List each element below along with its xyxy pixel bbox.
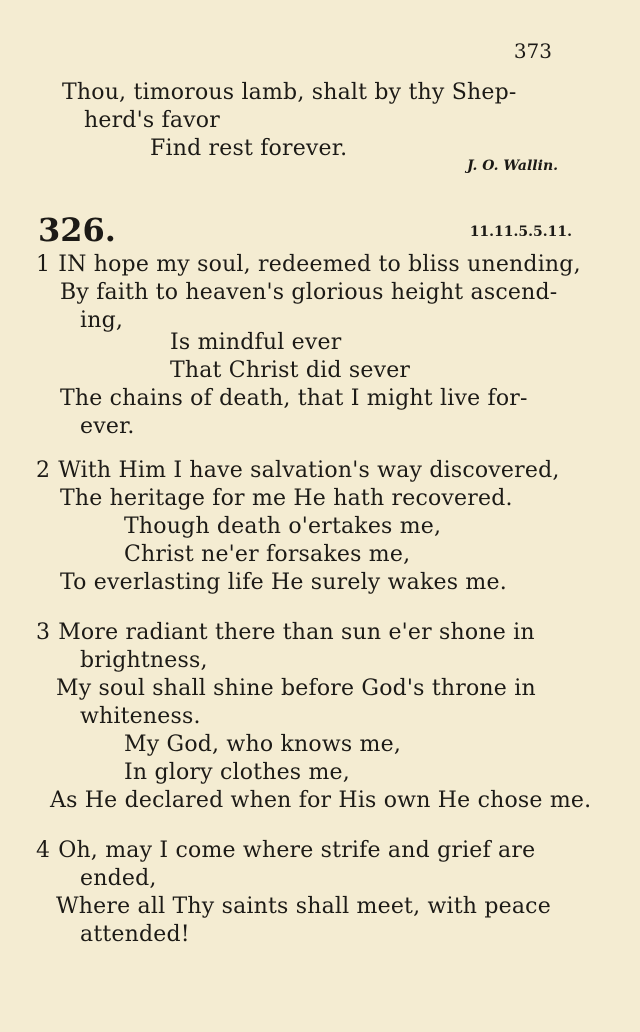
verse-line: As He declared when for His own He chose me. <box>50 788 592 813</box>
verse-line: ever. <box>80 414 135 439</box>
verse-line: The heritage for me He hath recovered. <box>60 486 513 511</box>
verse-line: Christ ne'er forsakes me, <box>124 542 411 567</box>
verse-line: That Christ did sever <box>170 358 411 383</box>
verse-4-line-1 <box>36 838 535 864</box>
verse-line: ing, <box>80 308 124 333</box>
verse-line: ended, <box>80 866 157 891</box>
verse-number: 1 <box>36 252 51 277</box>
verse-line: Where all Thy saints shall meet, with peace <box>56 894 551 919</box>
page-number: 373 <box>513 39 552 63</box>
verse-line: Is mindful ever <box>170 330 342 355</box>
verse-text: With Him I have salvation's way discovered, <box>58 458 560 483</box>
verse-3-line-1 <box>36 620 535 646</box>
verse-text: Oh, may I come where strife and grief are <box>58 838 536 863</box>
verse-number: 3 <box>36 620 51 645</box>
verse-line: To everlasting life He surely wakes me. <box>60 570 507 595</box>
verse-text: More radiant there than sun e'er shone in <box>58 620 535 645</box>
verse-number: 2 <box>36 458 51 483</box>
verse-line: By faith to heaven's glorious height ascend- <box>60 280 558 305</box>
hymn-meter: 11.11.5.5.11. <box>469 224 572 240</box>
previous-hymn-line: Find rest forever. <box>150 136 348 161</box>
previous-hymn-line: herd's favor <box>84 108 220 133</box>
verse-line: Though death o'ertakes me, <box>124 514 442 539</box>
verse-text: IN hope my soul, redeemed to bliss unending, <box>58 252 581 277</box>
previous-hymn-line: Thou, timorous lamb, shalt by thy Shep- <box>62 80 517 105</box>
verse-2-line-1 <box>36 458 560 484</box>
verse-line: brightness, <box>80 648 208 673</box>
verse-line: whiteness. <box>80 704 201 729</box>
author-attribution: J. O. Wallin. <box>467 158 558 174</box>
verse-number: 4 <box>36 838 51 863</box>
verse-line: The chains of death, that I might live for- <box>60 386 528 411</box>
hymn-number: 326. <box>38 211 116 249</box>
verse-line: My God, who knows me, <box>124 732 402 757</box>
verse-line: My soul shall shine before God's throne in <box>56 676 536 701</box>
verse-line: In glory clothes me, <box>124 760 350 785</box>
verse-1-line-1 <box>36 252 581 278</box>
verse-line: attended! <box>80 922 190 947</box>
